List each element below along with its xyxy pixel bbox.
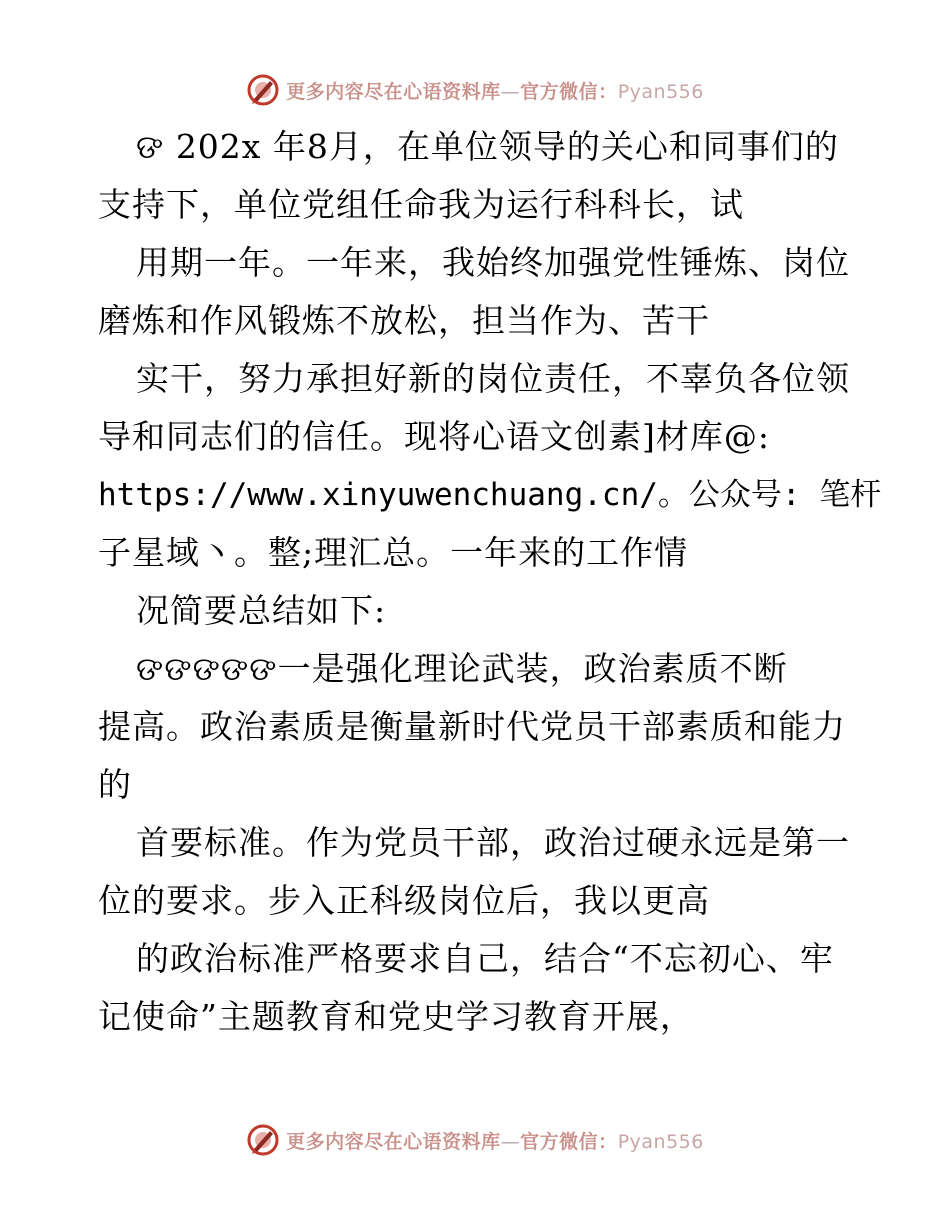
document-line: 用期一年。一年来，我始终加强党性锤炼、岗位	[136, 243, 850, 282]
header-watermark-banner	[0, 70, 950, 110]
document-line: 的	[98, 765, 132, 804]
document-line: 提高。政治素质是衡量新时代党员干部素质和能力	[98, 707, 846, 746]
document-line: 子星域丶。整;理汇总。一年来的工作情	[98, 533, 689, 572]
document-line-url: https://www.xinyuwenchuang.cn/。公众号: 笔杆	[98, 477, 882, 513]
document-line: 位的要求。步入正科级岗位后，我以更高	[98, 881, 710, 920]
pen-logo-icon	[246, 1123, 280, 1157]
pen-logo-icon	[246, 73, 280, 107]
document-line: 况简要总结如下:	[136, 591, 387, 630]
document-line: 首要标准。作为党员干部，政治过硬永远是第一	[136, 823, 850, 862]
footer-banner-separator: —	[500, 1130, 521, 1153]
document-line: 导和同志们的信任。现将心语文创素]材库@:	[98, 417, 770, 456]
document-line: 实干，努力承担好新的岗位责任，不辜负各位领	[136, 359, 850, 398]
footer-watermark-text	[286, 1127, 704, 1154]
footer-contact-id: Pyan556	[617, 1130, 704, 1153]
document-body	[98, 118, 882, 1046]
footer-watermark-banner	[0, 1120, 950, 1160]
header-watermark-text	[286, 77, 704, 104]
document-line: ଙ 202x 年8月，在单位领导的关心和同事们的	[136, 127, 839, 166]
document-line: ଙଙଙଙଙ一是强化理论武装，政治素质不断	[136, 649, 788, 688]
header-contact-label: 官方微信：	[520, 80, 618, 103]
footer-contact-label: 官方微信：	[520, 1130, 618, 1153]
footer-banner-title: 更多内容尽在心语资料库	[286, 1130, 501, 1153]
header-banner-title: 更多内容尽在心语资料库	[286, 80, 501, 103]
document-line: 记使命”主题教育和党史学习教育开展，	[98, 997, 694, 1036]
header-contact-id: Pyan556	[617, 80, 704, 103]
document-line: 磨炼和作风锻炼不放松，担当作为、苦干	[98, 301, 710, 340]
header-banner-separator: —	[500, 80, 521, 103]
document-line: 的政治标准严格要求自己，结合“不忘初心、牢	[136, 939, 834, 978]
document-line: 支持下，单位党组任命我为运行科科长，试	[98, 185, 744, 224]
